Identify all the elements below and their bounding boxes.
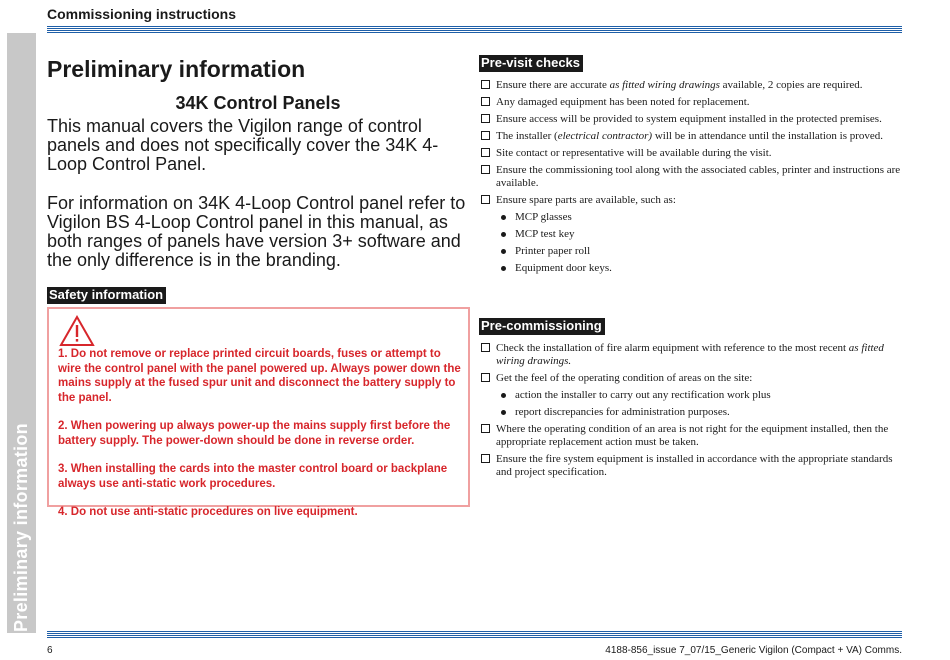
item-text: The installer ( (496, 130, 558, 142)
warning-triangle-icon (59, 315, 95, 347)
section-subtitle: 34K Control Panels (175, 93, 341, 113)
checklist-item (481, 130, 906, 143)
bullet-item (481, 211, 906, 224)
checkbox-icon (481, 80, 490, 89)
warning-list (58, 347, 463, 534)
bullet-icon (501, 249, 506, 254)
checkbox-icon (481, 424, 490, 433)
intro-paragraph: This manual covers the Vigilon range of control panels and does not specifically cover the 34K 4-Loop Control Panel. (47, 116, 439, 174)
bullet-item (481, 389, 906, 402)
checklist-item (481, 147, 906, 160)
item-text: report discrepancies for administration purposes. (515, 406, 730, 418)
bullet-icon (501, 266, 506, 271)
checkbox-icon (481, 454, 490, 463)
checklist-item (481, 453, 906, 479)
item-text: will be in attendance until the installation is proved. (652, 130, 884, 142)
checkbox-icon (481, 97, 490, 106)
safety-heading: Safety information (47, 287, 166, 304)
item-text-emphasis: as fitted wiring drawings. (496, 342, 884, 367)
page-title: Preliminary information (47, 56, 306, 82)
item-text: action the installer to carry out any rectification work plus (515, 389, 771, 401)
pre-visit-heading: Pre-visit checks (479, 55, 583, 72)
bullet-icon (501, 410, 506, 415)
item-text: Any damaged equipment has been noted for replacement. (496, 96, 750, 108)
checkbox-icon (481, 148, 490, 157)
item-text: MCP test key (515, 228, 575, 240)
checklist-item (481, 113, 906, 126)
checklist-item (481, 164, 906, 190)
header-rule (47, 26, 902, 34)
item-text: Equipment door keys. (515, 262, 612, 274)
item-text: Ensure the fire system equipment is installed in accordance with the appropriate standards and project specification. (496, 453, 893, 478)
checkbox-icon (481, 343, 490, 352)
checklist-item (481, 96, 906, 109)
warning-item: 4. Do not use anti-static procedures on live equipment. (58, 506, 358, 518)
bullet-item (481, 228, 906, 241)
item-text: available, 2 copies are required. (719, 79, 863, 91)
warning-item: 2. When powering up always power-up the mains supply first before the battery supply. The power-down should be done in reverse order. (58, 420, 451, 447)
checkbox-icon (481, 114, 490, 123)
checkbox-icon (481, 131, 490, 140)
document-reference: 4188-856_issue 7_07/15_Generic Vigilon (Compact + VA) Comms. (605, 645, 902, 656)
item-text: Ensure access will be provided to system equipment installed in the protected premises. (496, 113, 882, 125)
item-text: Get the feel of the operating condition of areas on the site: (496, 372, 753, 384)
checklist-item (481, 423, 906, 449)
warning-item: 1. Do not remove or replace printed circuit boards, fuses or attempt to wire the control panel with the panel powered up. Always power down the mains supply at the fused spur unit and disconnect the battery supply to the panel. (58, 348, 461, 404)
item-text: Printer paper roll (515, 245, 591, 257)
warning-item: 3. When installing the cards into the master control board or backplane always use anti-static work procedures. (58, 463, 448, 490)
item-text: Where the operating condition of an area is not right for the equipment installed, then the appropriate replacement action must be taken. (496, 423, 889, 448)
item-text: Site contact or representative will be available during the visit. (496, 147, 772, 159)
checklist-item (481, 372, 906, 385)
item-text-emphasis: electrical contractor) (557, 130, 653, 142)
bullet-item (481, 406, 906, 419)
bullet-icon (501, 215, 506, 220)
checklist-item (481, 79, 906, 92)
pre-commissioning-heading: Pre-commissioning (479, 318, 605, 335)
pre-visit-checklist (481, 79, 906, 279)
item-text: Ensure the commissioning tool along with the associated cables, printer and instructions are available. (496, 164, 901, 189)
checkbox-icon (481, 373, 490, 382)
bullet-item (481, 262, 906, 275)
item-text: MCP glasses (515, 211, 572, 223)
item-text-emphasis: as fitted wiring drawings (609, 79, 720, 91)
info-paragraph: For information on 34K 4-Loop Control panel refer to Vigilon BS 4-Loop Control panel in this manual, as both ranges of panels have version 3+ software and the only difference is in the branding. (47, 193, 466, 270)
bullet-icon (501, 232, 506, 237)
item-text: Check the installation of fire alarm equipment with reference to the most recent (496, 342, 849, 354)
footer-rule (47, 631, 902, 639)
item-text: Ensure there are accurate (496, 79, 610, 91)
bullet-item (481, 245, 906, 258)
safety-warning-box (47, 307, 470, 518)
item-text: Ensure spare parts are available, such as: (496, 194, 676, 206)
checkbox-icon (481, 165, 490, 174)
pre-commissioning-checklist (481, 342, 906, 483)
header-title: Commissioning instructions (47, 6, 237, 22)
bullet-icon (501, 393, 506, 398)
checklist-item (481, 342, 906, 368)
checkbox-icon (481, 195, 490, 204)
side-tab-label: Preliminary information (11, 423, 31, 632)
page-number: 6 (47, 645, 53, 656)
checklist-item (481, 194, 906, 207)
